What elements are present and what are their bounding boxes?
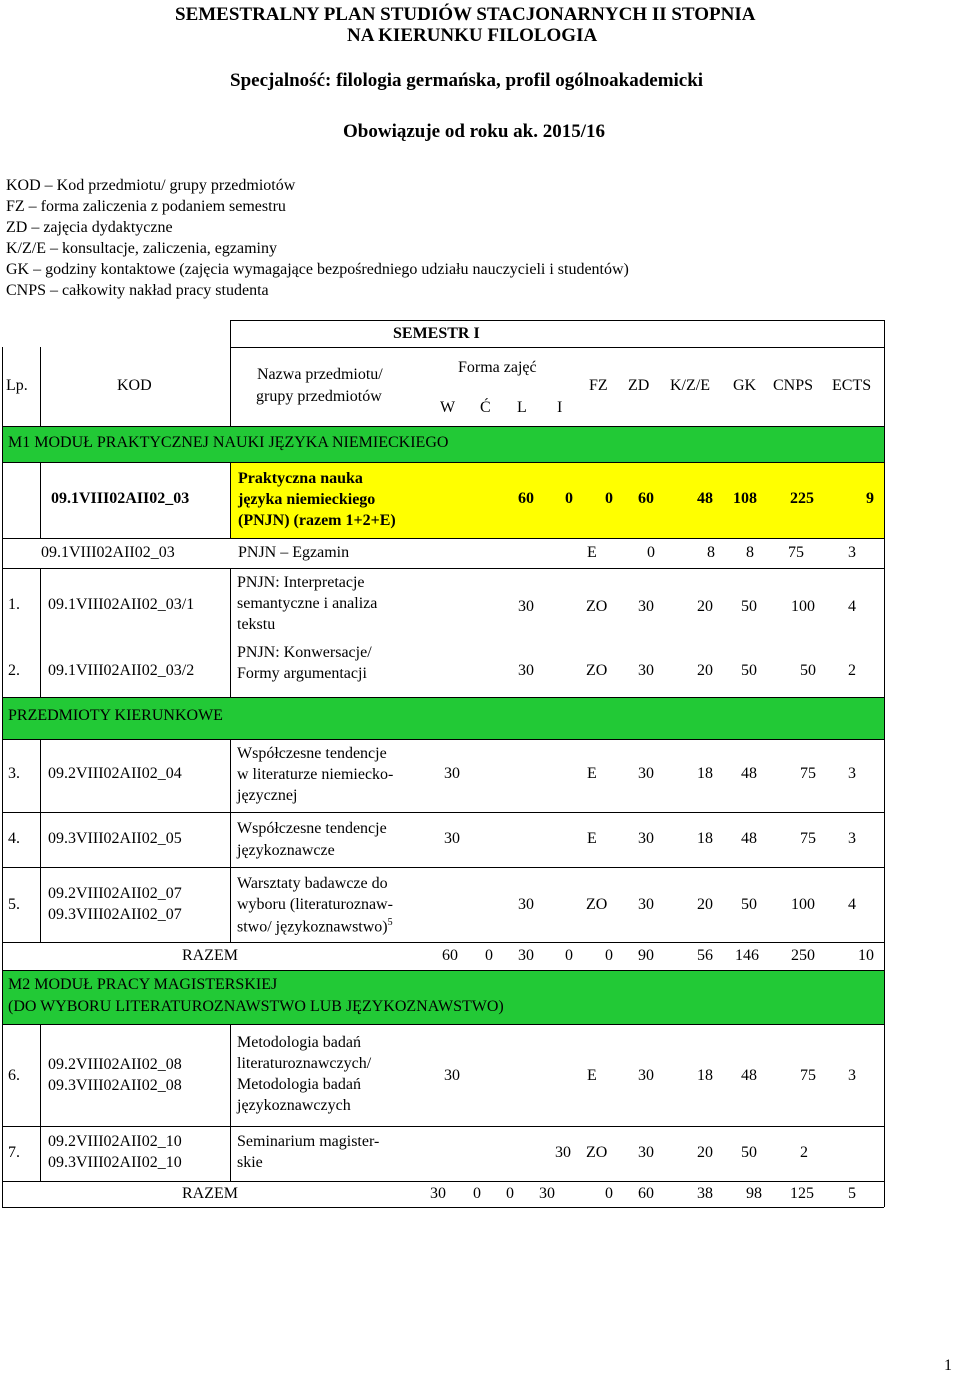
row-kod-l1: 09.2VIII02AII02_07 bbox=[48, 885, 182, 902]
row-name-l1: Warsztaty badawcze do bbox=[237, 875, 388, 892]
m1-main-val: 60 bbox=[638, 490, 654, 507]
row-val: 30 bbox=[444, 765, 460, 782]
total-val: 56 bbox=[697, 947, 713, 964]
row-val: 50 bbox=[741, 662, 757, 679]
m1-exam-name: PNJN – Egzamin bbox=[238, 544, 350, 561]
m1-main-name-l1: Praktyczna nauka bbox=[238, 470, 363, 487]
row-val: 75 bbox=[800, 1067, 816, 1084]
m1-main-val: 225 bbox=[790, 490, 814, 507]
row-val: 30 bbox=[444, 1067, 460, 1084]
grid-line bbox=[40, 347, 41, 426]
col-kod: KOD bbox=[117, 377, 152, 394]
grid-line bbox=[230, 739, 231, 942]
row-name-l3: stwo/ językoznawstwo)$^5$ bbox=[237, 917, 393, 936]
row-name-l4: językoznawczych bbox=[237, 1097, 351, 1114]
m1-exam-val: 8 bbox=[707, 544, 715, 561]
row-val: 4 bbox=[848, 598, 856, 615]
row-val: ZO bbox=[586, 1144, 608, 1161]
footnote-marker: 5 bbox=[387, 917, 393, 928]
grid-line bbox=[2, 538, 884, 539]
row-val: 30 bbox=[638, 662, 654, 679]
module2-title-l1: M2 MODUŁ PRACY MAGISTERSKIEJ bbox=[8, 976, 278, 993]
row-val: 30 bbox=[518, 662, 534, 679]
row-kod-l2: 09.3VIII02AII02_08 bbox=[48, 1077, 182, 1094]
total-val: 0 bbox=[473, 1185, 481, 1202]
total-val: 0 bbox=[506, 1185, 514, 1202]
legend-fz: FZ – forma zaliczenia z podaniem semestru bbox=[6, 198, 286, 215]
row-val: 48 bbox=[741, 765, 757, 782]
row-val: 30 bbox=[638, 896, 654, 913]
row-val: 20 bbox=[697, 598, 713, 615]
grid-line bbox=[230, 462, 231, 538]
m1-exam-val: 75 bbox=[788, 544, 804, 561]
grid-line bbox=[884, 320, 885, 1207]
total-val: 250 bbox=[791, 947, 815, 964]
total-val: 10 bbox=[858, 947, 874, 964]
total-val: 38 bbox=[697, 1185, 713, 1202]
row-name-l1: Seminarium magister- bbox=[237, 1133, 380, 1150]
row-val: E bbox=[587, 765, 597, 782]
row-val: 3 bbox=[848, 765, 856, 782]
grid-line bbox=[2, 347, 3, 1207]
col-ects: ECTS bbox=[832, 377, 872, 394]
grid-line bbox=[40, 568, 41, 697]
row-name-l1: Współczesne tendencje bbox=[237, 745, 387, 762]
row-name-l3: tekstu bbox=[237, 616, 276, 633]
col-form-c: Ć bbox=[480, 399, 491, 416]
row-val: 48 bbox=[741, 1067, 757, 1084]
legend-cnps: CNPS – całkowity nakład pracy studenta bbox=[6, 282, 269, 299]
row-name-l1: PNJN: Konwersacje/ bbox=[237, 644, 372, 661]
col-name-l2: grupy przedmiotów bbox=[256, 388, 382, 405]
row-val: 50 bbox=[741, 1144, 757, 1161]
m1-main-name-l2: języka niemieckiego bbox=[238, 491, 376, 508]
grid-line bbox=[2, 867, 884, 868]
total-label: RAZEM bbox=[182, 947, 238, 964]
row-kod-l1: 09.2VIII02AII02_08 bbox=[48, 1056, 182, 1073]
row-val: 3 bbox=[848, 830, 856, 847]
total-val: 30 bbox=[539, 1185, 555, 1202]
legend-kze: K/Z/E – konsultacje, zaliczenia, egzaminy bbox=[6, 240, 277, 257]
row-val: 20 bbox=[697, 662, 713, 679]
row-kod: 09.1VIII02AII02_03/2 bbox=[48, 662, 195, 679]
page-number: 1 bbox=[944, 1357, 952, 1374]
row-val: 50 bbox=[741, 598, 757, 615]
grid-line bbox=[2, 426, 884, 427]
row-val: 18 bbox=[697, 765, 713, 782]
row-lp: 2. bbox=[8, 662, 20, 679]
m1-exam-val: 3 bbox=[848, 544, 856, 561]
legend-gk: GK – godziny kontaktowe (zajęcia wymagające bezpośredniego udziału nauczycieli i studentów) bbox=[6, 261, 629, 278]
row-val: 30 bbox=[518, 598, 534, 615]
total-val: 98 bbox=[746, 1185, 762, 1202]
row-val: 50 bbox=[800, 662, 816, 679]
row-lp: 3. bbox=[8, 765, 20, 782]
grid-line bbox=[230, 347, 884, 348]
row-val: 30 bbox=[518, 896, 534, 913]
row-name-l2: wyboru (literaturoznaw- bbox=[237, 896, 393, 913]
row-name-l3: Metodologia badań bbox=[237, 1076, 361, 1093]
m1-main-val: 0 bbox=[565, 490, 573, 507]
row-val: ZO bbox=[586, 896, 608, 913]
row-name-l3: języcznej bbox=[237, 787, 298, 804]
m1-main-val: 9 bbox=[866, 490, 874, 507]
row-kod-l2: 09.3VIII02AII02_10 bbox=[48, 1154, 182, 1171]
row-val: 75 bbox=[800, 830, 816, 847]
row-lp: 5. bbox=[8, 896, 20, 913]
row-name-l1: Współczesne tendencje bbox=[237, 820, 387, 837]
row-val: 30 bbox=[555, 1144, 571, 1161]
row-val: ZO bbox=[586, 662, 608, 679]
row-lp: 7. bbox=[8, 1144, 20, 1161]
row-val: 20 bbox=[697, 1144, 713, 1161]
grid-line bbox=[2, 812, 884, 813]
total-val: 5 bbox=[848, 1185, 856, 1202]
total-val: 0 bbox=[485, 947, 493, 964]
row-val: 4 bbox=[848, 896, 856, 913]
total-val: 30 bbox=[518, 947, 534, 964]
grid-line bbox=[2, 1126, 884, 1127]
m1-exam-val: 0 bbox=[647, 544, 655, 561]
grid-line bbox=[2, 1024, 884, 1025]
module1-title: M1 MODUŁ PRAKTYCZNEJ NAUKI JĘZYKA NIEMIECKIEGO bbox=[8, 434, 449, 451]
valid-from: Obowiązuje od roku ak. 2015/16 bbox=[343, 121, 605, 142]
col-lp: Lp. bbox=[6, 377, 28, 394]
total-val: 0 bbox=[605, 1185, 613, 1202]
grid-line bbox=[2, 1181, 884, 1182]
col-form-l: L bbox=[517, 399, 527, 416]
grid-line bbox=[2, 1207, 884, 1208]
col-kze: K/Z/E bbox=[670, 377, 710, 394]
row-val: 75 bbox=[800, 765, 816, 782]
grid-line bbox=[40, 739, 41, 942]
m1-exam-val: 8 bbox=[746, 544, 754, 561]
m1-main-val: 108 bbox=[733, 490, 757, 507]
total-val: 146 bbox=[735, 947, 759, 964]
row-name-l2: semantyczne i analiza bbox=[237, 595, 378, 612]
row-name-l1: Metodologia badań bbox=[237, 1034, 361, 1051]
page-title-line2: NA KIERUNKU FILOLOGIA bbox=[347, 25, 598, 46]
m1-main-kod: 09.1VIII02AII02_03 bbox=[51, 490, 190, 507]
grid-line bbox=[230, 568, 231, 697]
col-form-i: I bbox=[557, 399, 563, 416]
col-gk: GK bbox=[733, 377, 757, 394]
row-kod: 09.1VIII02AII02_03/1 bbox=[48, 596, 195, 613]
row-val: 2 bbox=[848, 662, 856, 679]
row-val: 100 bbox=[791, 598, 815, 615]
row-val: 30 bbox=[444, 830, 460, 847]
legend-kod: KOD – Kod przedmiotu/ grupy przedmiotów bbox=[6, 177, 296, 194]
grid-line bbox=[2, 739, 884, 740]
legend-zd: ZD – zajęcia dydaktyczne bbox=[6, 219, 173, 236]
row-val: 18 bbox=[697, 830, 713, 847]
m1-exam-kod: 09.1VIII02AII02_03 bbox=[41, 544, 175, 561]
row-kod: 09.3VIII02AII02_05 bbox=[48, 830, 182, 847]
grid-line bbox=[2, 942, 884, 943]
grid-line bbox=[40, 462, 41, 538]
m1-main-val: 60 bbox=[518, 490, 534, 507]
total-val: 60 bbox=[638, 1185, 654, 1202]
total-label: RAZEM bbox=[182, 1185, 238, 1202]
row-val: 30 bbox=[638, 598, 654, 615]
kierunkowe-title: PRZEDMIOTY KIERUNKOWE bbox=[8, 707, 223, 724]
grid-line bbox=[40, 1024, 41, 1181]
grid-line bbox=[230, 1024, 231, 1181]
col-form-w: W bbox=[440, 399, 456, 416]
row-val: 3 bbox=[848, 1067, 856, 1084]
row-kod: 09.2VIII02AII02_04 bbox=[48, 765, 182, 782]
row-lp: 4. bbox=[8, 830, 20, 847]
specialty: Specjalność: filologia germańska, profil ogólnoakademicki bbox=[230, 70, 704, 91]
col-fz: FZ bbox=[589, 377, 608, 394]
grid-line bbox=[230, 320, 884, 321]
row-name-l1: PNJN: Interpretacje bbox=[237, 574, 365, 591]
grid-line bbox=[230, 320, 231, 426]
row-val: E bbox=[587, 1067, 597, 1084]
row-lp: 6. bbox=[8, 1067, 20, 1084]
row-val: E bbox=[587, 830, 597, 847]
total-val: 0 bbox=[605, 947, 613, 964]
module2-title-l2: (DO WYBORU LITERATUROZNAWSTWO LUB JĘZYKOZNAWSTWO) bbox=[8, 998, 504, 1015]
m1-main-val: 0 bbox=[605, 490, 613, 507]
col-forma: Forma zajęć bbox=[458, 359, 537, 376]
col-zd: ZD bbox=[628, 377, 650, 394]
row-kod-l2: 09.3VIII02AII02_07 bbox=[48, 906, 182, 923]
col-name-l1: Nazwa przedmiotu/ bbox=[257, 366, 383, 383]
total-val: 90 bbox=[638, 947, 654, 964]
row-val: 48 bbox=[741, 830, 757, 847]
row-name-l2: w literaturze niemiecko- bbox=[237, 766, 394, 783]
total-val: 60 bbox=[442, 947, 458, 964]
m1-exam-val: E bbox=[587, 544, 597, 561]
row-val: 30 bbox=[638, 830, 654, 847]
row-name-l2: językoznawcze bbox=[237, 842, 335, 859]
row-val: 30 bbox=[638, 1067, 654, 1084]
row-val: 30 bbox=[638, 765, 654, 782]
row-kod-l1: 09.2VIII02AII02_10 bbox=[48, 1133, 182, 1150]
row-val: 20 bbox=[697, 896, 713, 913]
grid-line bbox=[2, 462, 884, 463]
grid-line bbox=[2, 568, 884, 569]
grid-line bbox=[2, 970, 884, 971]
row-val: 18 bbox=[697, 1067, 713, 1084]
row-val: 30 bbox=[638, 1144, 654, 1161]
total-val: 0 bbox=[565, 947, 573, 964]
col-cnps: CNPS bbox=[773, 377, 814, 394]
total-val: 125 bbox=[790, 1185, 814, 1202]
row-name-l2: Formy argumentacji bbox=[237, 665, 367, 682]
row-val: 100 bbox=[791, 896, 815, 913]
total-val: 30 bbox=[430, 1185, 446, 1202]
m1-main-val: 48 bbox=[697, 490, 713, 507]
row-val: ZO bbox=[586, 598, 608, 615]
m1-main-name-l3: (PNJN) (razem 1+2+E) bbox=[238, 512, 396, 529]
row-val: 50 bbox=[741, 896, 757, 913]
row-name-l2: literaturoznawczych/ bbox=[237, 1055, 372, 1072]
grid-line bbox=[2, 697, 884, 698]
row-lp: 1. bbox=[8, 596, 20, 613]
semester-label: SEMESTR I bbox=[393, 325, 480, 342]
page-title: SEMESTRALNY PLAN STUDIÓW STACJONARNYCH II STOPNIA bbox=[175, 4, 756, 25]
row-name-l2: skie bbox=[237, 1154, 263, 1171]
row-val: 2 bbox=[800, 1144, 808, 1161]
